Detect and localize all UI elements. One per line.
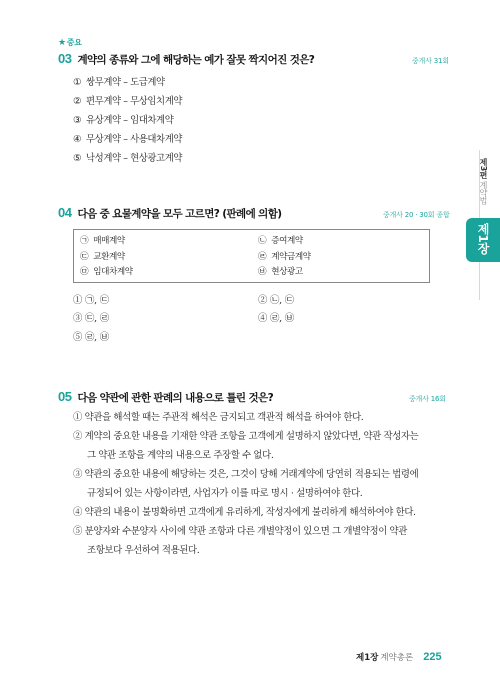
footer-chapter-name: 계약총론 [380,653,414,663]
question-text: 다음 약관에 관한 판례의 내용으로 틀린 것은? [77,392,274,404]
q4-answer-4: ④ ㉣, ㉥ [258,313,294,324]
question-4-title [58,205,281,221]
q5-option-2: ② 계약의 중요한 내용을 기재한 약관 조항을 고객에게 설명하지 않았다면, 약관 작성자는 [73,431,419,442]
box-item-5: ㉤ 임대차계약 [80,267,133,277]
star-icon: ★ [58,38,66,48]
q5-option-2-cont: 그 약관 조항을 계약의 내용으로 주장할 수 없다. [87,450,274,461]
box-item-6: ㉥ 현상광고 [258,267,303,277]
q5-option-5-cont: 조항보다 우선하여 적용된다. [87,545,200,556]
q4-answer-5: ⑤ ㉣, ㉥ [73,332,109,343]
question-text: 다음 중 요물계약을 모두 고르면? (판례에 의함) [77,208,282,220]
q3-option-3: ③ 유상계약 – 임대차계약 [73,115,174,126]
question-number: 03 [58,51,72,66]
box-item-4: ㉣ 계약금계약 [258,252,311,262]
important-badge [58,37,82,48]
question-source: 중개사 20 · 30회 종합 [383,211,450,219]
question-number: 05 [58,389,72,404]
question-number: 04 [58,205,72,220]
question-text: 계약의 종류와 그에 해당하는 예가 잘못 짝지어진 것은? [77,54,315,66]
question-3-title [58,51,314,67]
q5-option-4: ④ 약관의 내용이 불명확하면 고객에게 유리하게, 작성자에게 불리하게 해석하여야 한다. [73,507,416,518]
page-number: 225 [423,651,442,663]
footer-chapter: 제1장 [356,653,379,663]
page-footer [356,651,442,663]
chapter-tab: 제1장 [466,218,500,262]
badge-label: 중요 [66,38,82,47]
q3-option-1: ① 쌍무계약 – 도급계약 [73,77,165,88]
q4-answer-3: ③ ㉢, ㉣ [73,313,109,324]
q5-options [73,408,453,560]
q3-option-4: ④ 무상계약 – 사용대차계약 [73,134,183,145]
q4-answer-1: ① ㉠, ㉢ [73,295,109,306]
q5-option-5: ⑤ 분양자와 수분양자 사이에 약관 조항과 다른 개별약정이 있으면 그 개별약정이 약관 [73,526,407,537]
q5-option-1: ① 약관을 해석할 때는 주관적 해석은 금지되고 객관적 해석을 하여야 한다. [73,412,364,423]
q5-option-3-cont: 규정되어 있는 사항이라면, 사업자가 이를 따로 명시 · 설명하여야 한다. [87,488,363,499]
box-item-1: ㉠ 매매계약 [80,236,125,246]
side-part-label: 제3편 계약법 [479,158,488,205]
box-item-3: ㉢ 교환계약 [80,252,125,262]
q5-option-3: ③ 약관의 중요한 내용에 해당하는 것은, 그것이 당해 거래계약에 당연히 적용되는 법령에 [73,469,419,480]
q3-option-2: ② 편무계약 – 무상임치계약 [73,96,183,107]
question-5-title [58,389,273,405]
box-item-2: ㉡ 증여계약 [258,236,303,246]
question-source: 중개사 31회 [412,57,449,65]
question-source: 중개사 16회 [409,395,446,403]
q4-answer-2: ② ㉡, ㉢ [258,295,294,306]
q3-option-5: ⑤ 낙성계약 – 현상광고계약 [73,153,183,164]
